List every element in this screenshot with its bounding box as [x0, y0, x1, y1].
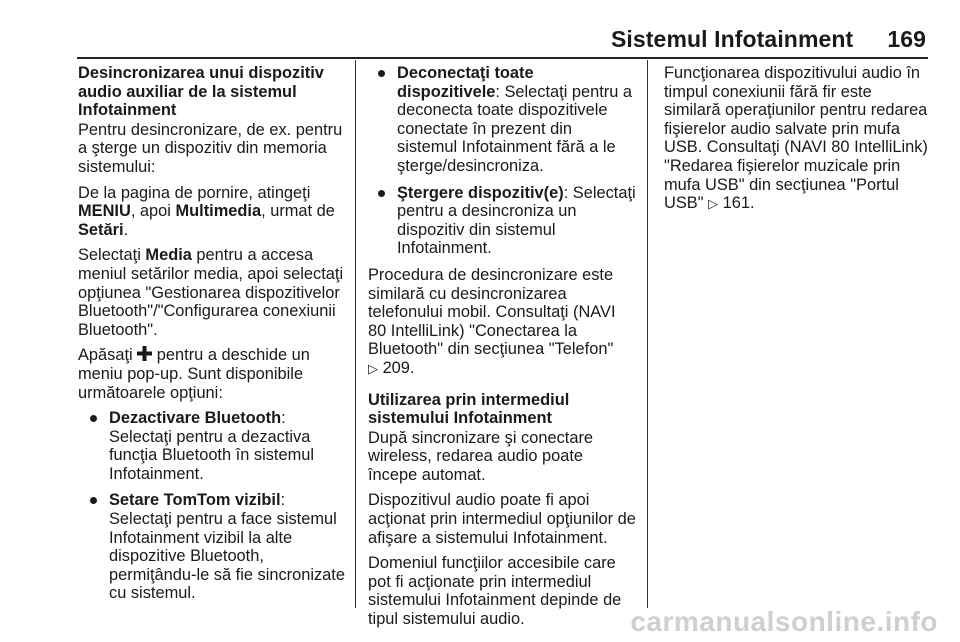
header-rule [77, 57, 928, 59]
column-2 [368, 64, 636, 636]
header-title: Sistemul Infotainment [610, 26, 854, 52]
watermark: carmanualsonline.info [630, 606, 938, 637]
column-3 [664, 64, 932, 221]
paragraph: Funcţionarea dispozitivului audio în timpul conexiunii fără fir este similară operaţiunilor pentru redarea fişierelor audio salvate prin mufa USB. Consultaţi (NAVI 80 IntelliLink) "Redarea fişierelor muzicale prin mufa USB" din secţiunea "Portul USB" ▷ 161. [664, 64, 928, 213]
page-ref-arrow-icon: ▷ [368, 360, 378, 376]
page-ref-arrow-icon: ▷ [708, 196, 719, 212]
column-1 [78, 64, 346, 611]
paragraph: Domeniul funcţiilor accesibile care pot fi acţionate prin intermediul sistemului Infotainment depinde de tipul sistemului audio. [368, 554, 622, 629]
paragraph: Pentru desincronizare, de ex. pentru a şterge un dispozitiv din memoria sistemului: [78, 120, 343, 176]
section-heading: Utilizarea prin intermediul sistemului Infotainment [368, 390, 570, 428]
paragraph: De la pagina de pornire, atingeţi MENIU, apoi Multimedia, urmat de Setări. [78, 183, 335, 239]
list-item: Deconectaţi toate dispozitivele: Selectaţi pentru a deconecta toate dispozitivele conectate în prezent din sistemul Infotainment fără a le şterge/desincroniza. [368, 64, 636, 176]
column-divider [647, 60, 648, 608]
paragraph: După sincronizare şi conectare wireless, redarea audio poate începe automat. [368, 428, 594, 484]
list-item: Dezactivare Bluetooth: Selectaţi pentru a dezactiva funcţia Bluetooth în sistemul Infotainment. [80, 409, 346, 483]
page-reference[interactable]: 209. [382, 358, 415, 377]
plus-icon [137, 346, 152, 361]
list-item: Setare TomTom vizibil: Selectaţi pentru a face sistemul Infotainment vizibil la alte dispozitive Bluetooth, permiţându-le să fie sincronizate cu sistemul. [80, 491, 346, 603]
bullet-icon [378, 190, 385, 197]
page-number: 169 [887, 26, 926, 52]
paragraph: Selectaţi Media pentru a accesa meniul setărilor media, apoi selectaţi opţiunea "Gestionarea dispozitivelor Bluetooth"/"Configurarea conexiunii Bluetooth". [78, 246, 344, 339]
list-item: Ştergere dispozitiv(e): Selectaţi pentru a desincroniza un dispozitiv din sistemul Infotainment. [368, 184, 636, 258]
paragraph: Dispozitivul audio poate fi apoi acţionat prin intermediul opţiunilor de afişare a sistemului Infotainment. [368, 491, 636, 547]
section-heading: Desincronizarea unui dispozitiv audio auxiliar de la sistemul Infotainment [78, 64, 324, 120]
paragraph: Apăsaţi pentru a deschide un meniu pop-up. Sunt disponibile următoarele opţiuni: [78, 346, 310, 402]
page-header [611, 26, 926, 53]
page-reference[interactable]: 161. [722, 194, 755, 213]
bullet-icon [90, 415, 97, 422]
paragraph: Procedura de desincronizare este similară cu desincronizarea telefonului mobil. Consultaţi (NAVI 80 IntelliLink) "Conectarea la Bluetooth" din secţiunea "Telefon" ▷ 209. [368, 265, 616, 377]
bullet-icon [90, 497, 97, 504]
column-divider [355, 60, 356, 608]
bullet-icon [378, 70, 385, 77]
